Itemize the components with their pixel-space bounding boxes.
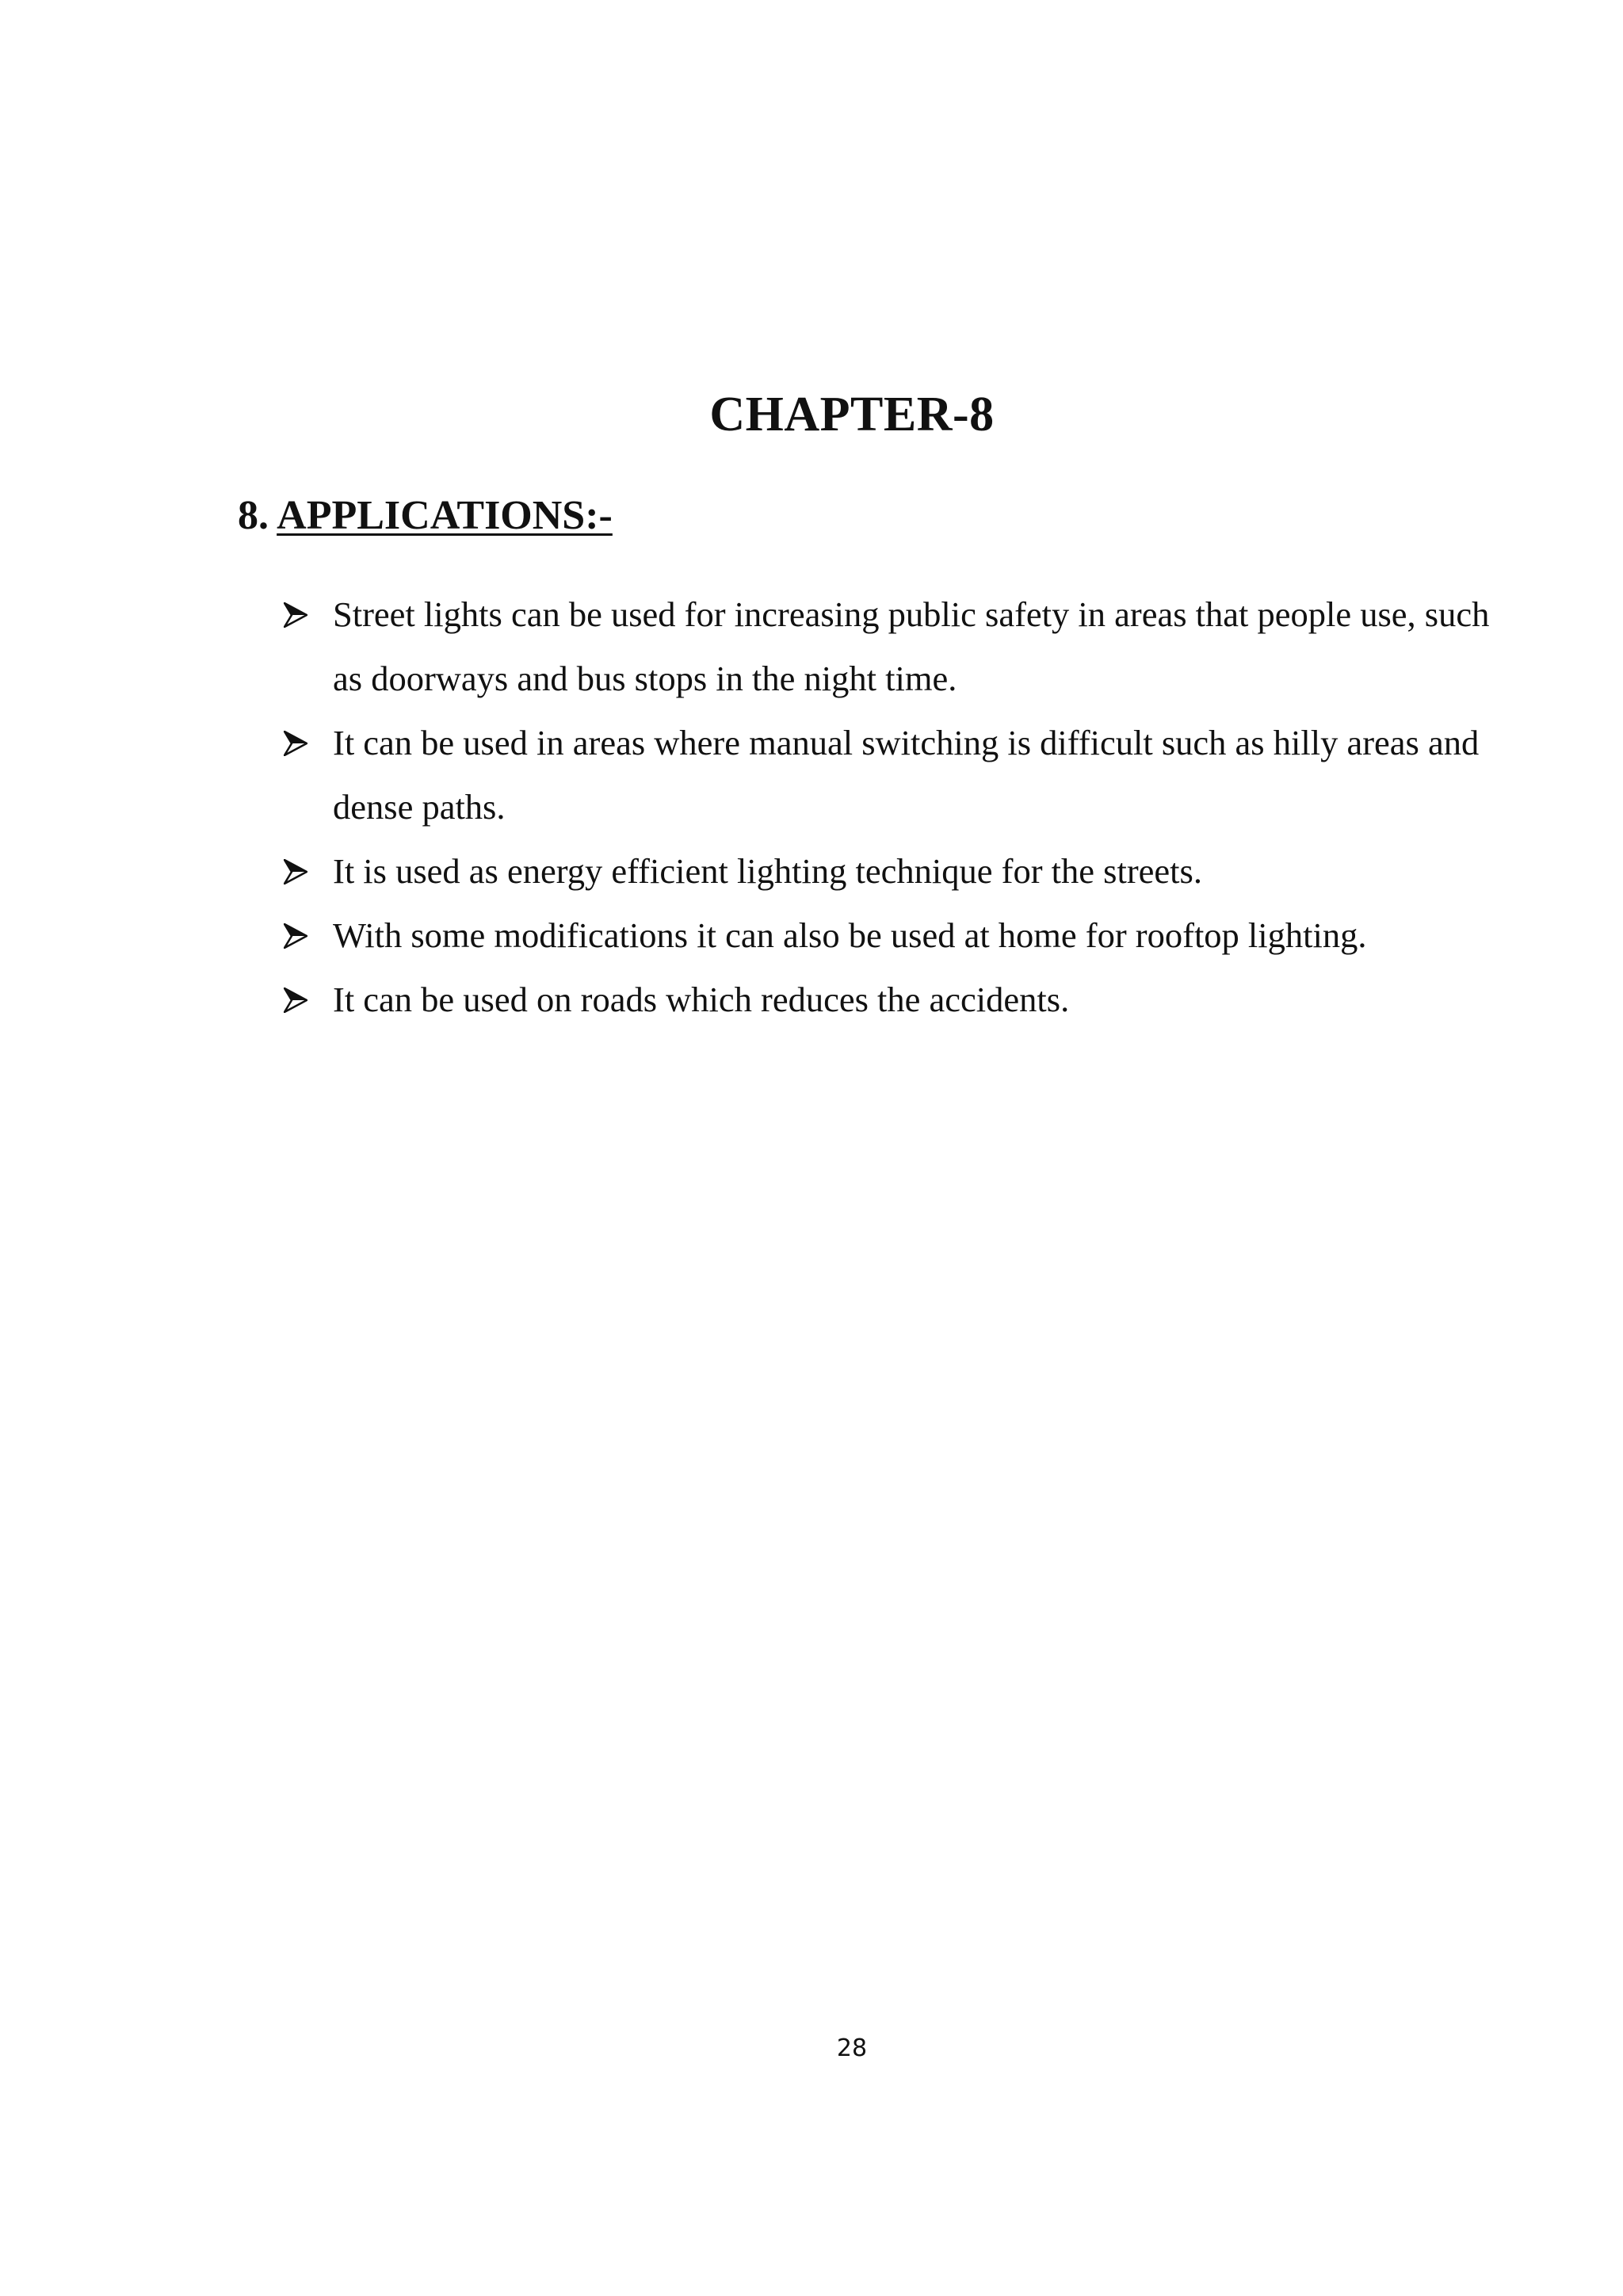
list-item-text: It is used as energy efficient lighting technique for the streets.	[333, 851, 1202, 891]
list-item	[284, 968, 1496, 1032]
list-item-text: Street lights can be used for increasing public safety in areas that people use, such as doorways and bus stops in the night time.	[333, 594, 1490, 698]
arrowhead-bullet-icon	[284, 602, 307, 628]
section-title: APPLICATIONS:-	[277, 493, 613, 538]
list-item	[284, 904, 1496, 968]
list-item-text: It can be used in areas where manual switching is difficult such as hilly areas and dense paths.	[333, 723, 1480, 827]
list-item-text: With some modifications it can also be used at home for rooftop lighting.	[333, 915, 1367, 955]
list-item	[284, 583, 1496, 711]
section-heading	[238, 488, 613, 544]
arrowhead-bullet-icon	[284, 859, 307, 884]
arrowhead-bullet-icon	[284, 988, 307, 1013]
list-item	[284, 711, 1496, 839]
list-item	[284, 839, 1496, 904]
list-item-text: It can be used on roads which reduces the accidents.	[333, 980, 1070, 1019]
arrowhead-bullet-icon	[284, 923, 307, 949]
page-number: 28	[836, 2034, 868, 2062]
chapter-title: CHAPTER-8	[709, 388, 995, 441]
arrowhead-bullet-icon	[284, 731, 307, 756]
section-number: 8.	[238, 493, 269, 538]
applications-list	[284, 583, 1496, 1032]
